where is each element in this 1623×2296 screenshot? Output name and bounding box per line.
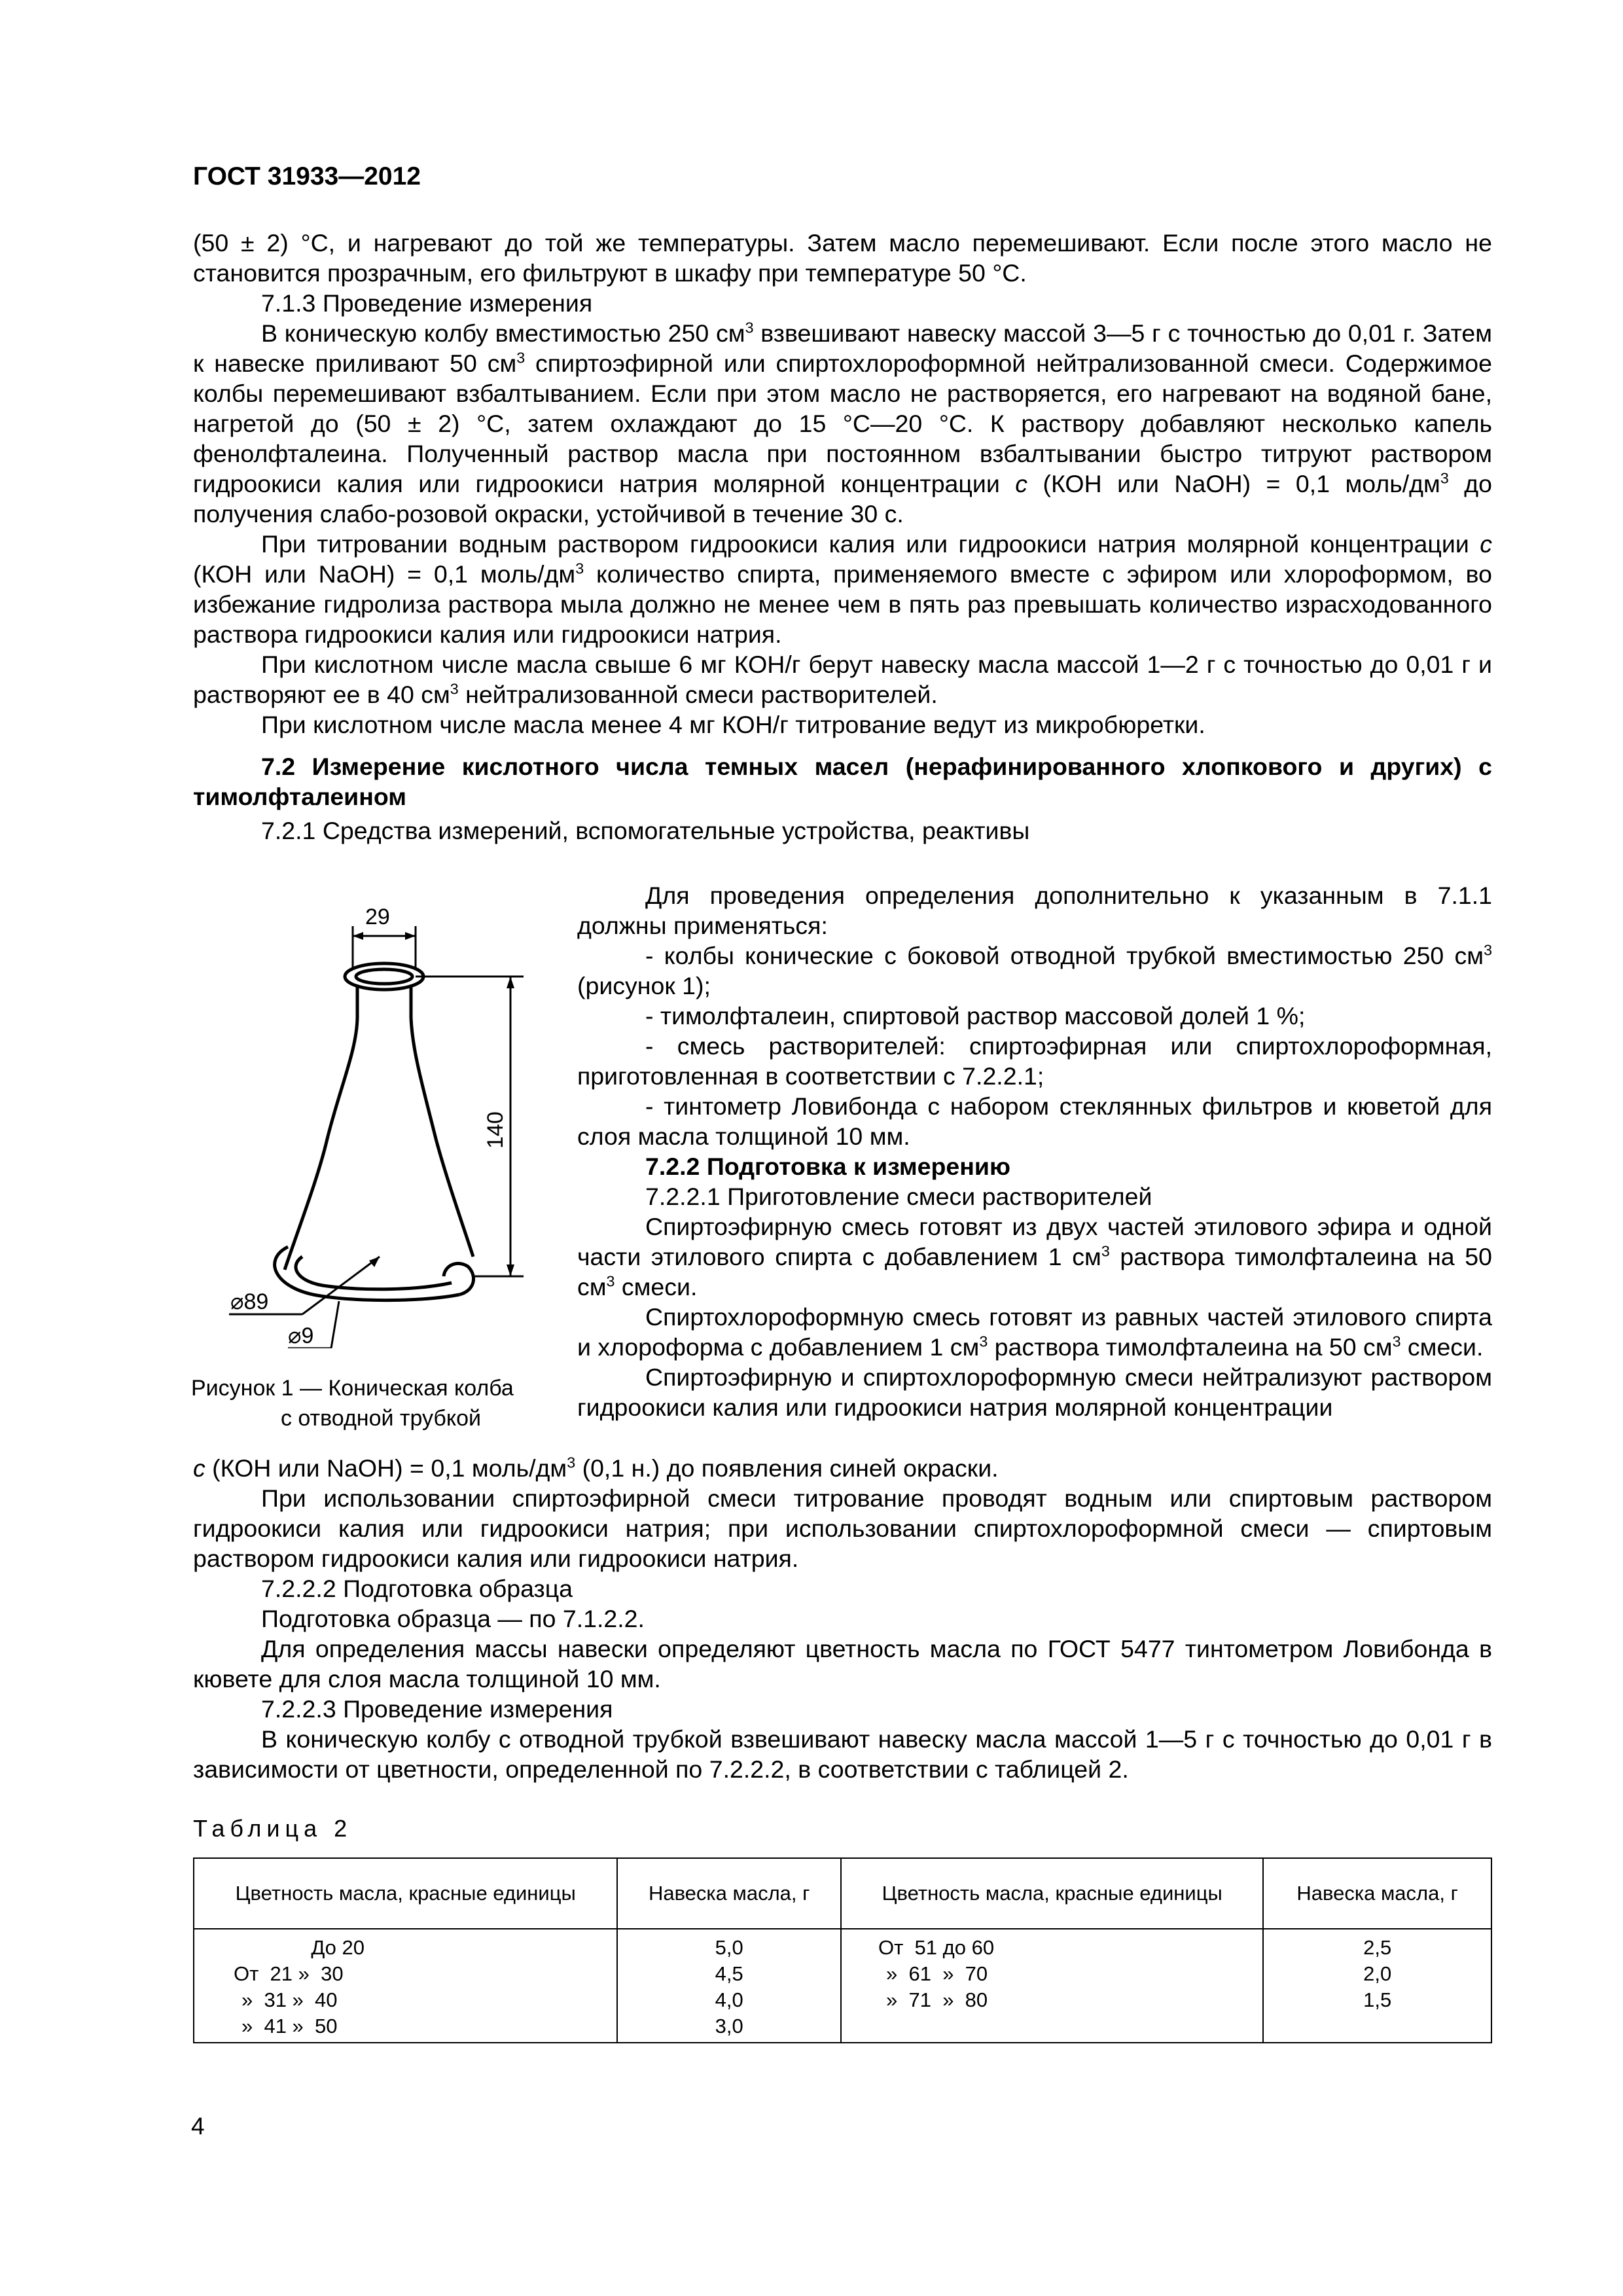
list-item: - тимолфталеин, спиртовой раствор массовой долей 1 %;	[645, 1002, 1306, 1030]
data-table	[193, 1857, 1492, 2043]
dim-tube-label: ⌀9	[288, 1323, 314, 1348]
paragraph: Для проведения определения дополнительно к указанным в 7.1.1 должны применяться:	[577, 882, 1492, 939]
list-item: - тинтометр Ловибонда с набором стеклянных фильтров и кюветой для слоя масла толщиной 10 мм.	[577, 1092, 1492, 1150]
list-item: - колбы конические с боковой отводной трубкой вместимостью 250 $см^3$ (рисунок 1);	[577, 941, 1492, 999]
table-cell: От 51 до 60 » 61 » 70 » 71 » 80	[841, 1929, 1263, 2043]
subsection-title: 7.2.2.3 Проведение измерения	[261, 1695, 613, 1723]
subsection-heading: 7.2.2 Подготовка к измерению	[645, 1153, 1010, 1180]
table-cell: До 20 От 21 » 30 » 31 » 40 » 41 » 50	[194, 1929, 617, 2043]
paragraph: (50 ± 2) °С, и нагревают до той же температуры. Затем масло перемешивают. Если после этого масло не становится прозрачным, его фильтруют в шкафу при температуре 50 °С.	[193, 229, 1492, 287]
dim-base-label: ⌀89	[230, 1289, 269, 1314]
column-header: Навеска масла, г	[1263, 1858, 1491, 1929]
document-header: ГОСТ 31933—2012	[193, 162, 421, 190]
right-column-text	[577, 880, 1492, 1422]
lower-text	[193, 1453, 1492, 1784]
table-header-row	[194, 1858, 1491, 1929]
paragraph: Подготовка образца — по 7.1.2.2.	[261, 1605, 645, 1632]
column-header: Цветность масла, красные единицы	[841, 1858, 1263, 1929]
paragraph: В коническую колбу с отводной трубкой взвешивают навеску масла массой 1—5 г с точностью до 0,01 г в зависимости от цветности, определенной по 7.2.2.2, в соответствии с таблицей 2.	[193, 1725, 1492, 1783]
column-header: Цветность масла, красные единицы	[194, 1858, 617, 1929]
paragraph: с (КОН или NaOH) = 0,1 моль/$дм^3$ (0,1 н.) до появления синей окраски.	[193, 1454, 999, 1482]
page-number: 4	[191, 2113, 205, 2140]
subsection-title: 7.2.2.1 Приготовление смеси растворителей	[645, 1183, 1152, 1210]
dim-top-label: 29	[365, 905, 390, 929]
table-cell: 2,5 2,0 1,5	[1263, 1929, 1491, 2043]
subsection-title: 7.2.1 Средства измерений, вспомогательные устройства, реактивы	[261, 817, 1030, 844]
list-item: - смесь растворителей: спиртоэфирная или спиртохлороформная, приготовленная в соответствии с 7.2.2.1;	[577, 1032, 1492, 1090]
subsection-title: 7.1.3 Проведение измерения	[261, 289, 593, 317]
column-header: Навеска масла, г	[617, 1858, 841, 1929]
figure-caption: Рисунок 1 — Коническая колба с отводной трубкой	[191, 1376, 514, 1431]
paragraph: При кислотном числе масла свыше 6 мг КОН/г берут навеску масла массой 1—2 г с точностью до 0,01 г и растворяют ее в 40 $см^3$ нейтрализованной смеси растворителей.	[193, 651, 1492, 708]
conical-flask-figure	[190, 890, 576, 1348]
table-caption: Таблица 2	[193, 1815, 353, 1842]
paragraph: При использовании спиртоэфирной смеси титрование проводят водным или спиртовым раствором гидроокиси калия или гидроокиси натрия; при использовании спиртохлороформной смеси — спиртовым раствором гидроокиси калия или гидроокиси натрия.	[193, 1484, 1492, 1572]
paragraph: Спиртохлороформную смесь готовят из равных частей этилового спирта и хлороформа с добавлением 1 $см^3$ раствора тимолфталеина на 50 $см^3$ смеси.	[577, 1303, 1492, 1361]
upper-text	[193, 228, 1492, 846]
paragraph: Для определения массы навески определяют цветность масла по ГОСТ 5477 тинтометром Ловибонда в кювете для слоя масла толщиной 10 мм.	[193, 1635, 1492, 1693]
paragraph: Спиртоэфирную смесь готовят из двух частей этилового эфира и одной части этилового спирта с добавлением 1 $см^3$ раствора тимолфталеина на 50 $см^3$ смеси.	[577, 1213, 1492, 1300]
subsection-title: 7.2.2.2 Подготовка образца	[261, 1575, 573, 1602]
paragraph: Спиртоэфирную и спиртохлороформную смеси нейтрализуют раствором гидроокиси калия или гидроокиси натрия молярной концентрации	[577, 1363, 1492, 1421]
paragraph: При кислотном числе масла менее 4 мг КОН/г титрование ведут из микробюретки.	[261, 711, 1205, 738]
paragraph: В коническую колбу вместимостью 250 $см^3$ взвешивают навеску массой 3—5 г с точностью до 0,01 г. Затем к навеске приливают 50 $см^3$ спиртоэфирной или спиртохлороформной нейтрализованной смеси. Содержимое колбы перемешивают взбалтыванием. Если при этом масло не растворяется, его нагревают на водяной бане, нагретой до (50 ± 2) °С, затем охлаждают до 15 °С—20 °С. К раствору добавляют несколько капель фенолфталеина. Полученный раствор масла при постоянном взбалтывании быстро титруют раствором гидроокиси калия или гидроокиси натрия молярной концентрации с (КОН или NaOH) = 0,1 моль/$дм^3$ до получения слабо-розовой окраски, устойчивой в течение 30 с.	[193, 319, 1492, 528]
table-row	[194, 1929, 1491, 2043]
section-heading: 7.2 Измерение кислотного числа темных масел (нерафинированного хлопкового и других) с тимолфталеином	[193, 753, 1492, 810]
table-cell: 5,0 4,5 4,0 3,0	[617, 1929, 841, 2043]
dim-height-label: 140	[483, 1111, 508, 1149]
paragraph: При титровании водным раствором гидроокиси калия или гидроокиси натрия молярной концентрации с (КОН или NaOH) = 0,1 моль/$дм^3$ количество спирта, применяемого вместе с эфиром или хлороформом, во избежание гидролиза раствора мыла должно не менее чем в пять раз превышать количество израсходованного раствора гидроокиси калия или гидроокиси натрия.	[193, 530, 1492, 648]
